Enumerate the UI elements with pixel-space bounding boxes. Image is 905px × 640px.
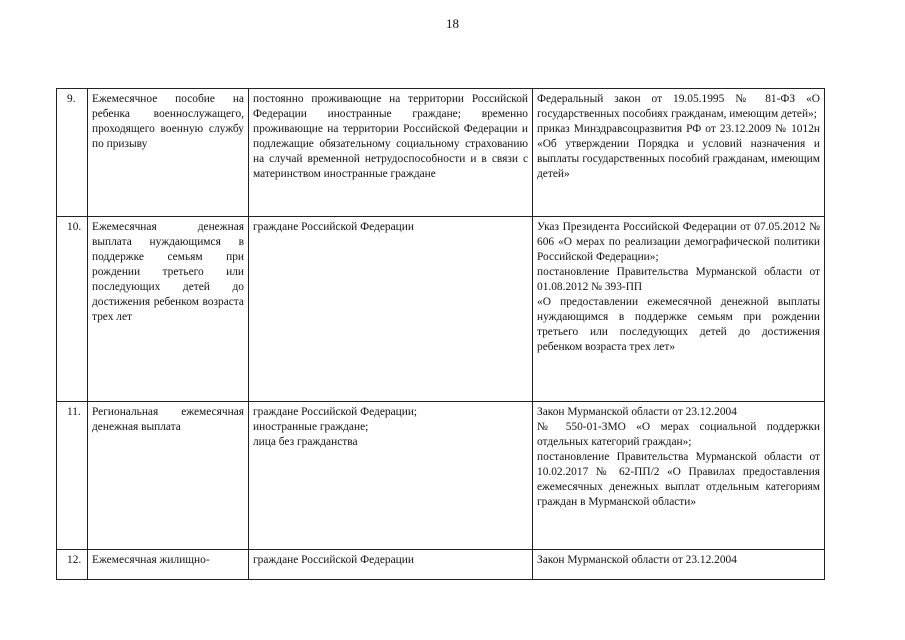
table-row [57, 89, 825, 217]
recipients-cell: граждане Российской Федерации [249, 217, 533, 402]
legal-basis-item: приказ Минздравсоцразвития РФ от 23.12.2009 № 1012н «Об утверждении Порядка и условий назначения и выплаты государственных пособий гражданам, имеющим детей» [537, 123, 820, 180]
benefit-name: Ежемесячное пособие на ребенка военнослужащего, проходящего военную службу по призыву [88, 89, 249, 217]
row-number: 10. [57, 217, 88, 402]
legal-basis-cell [533, 402, 825, 550]
legal-basis-item: Закон Мурманской области от 23.12.2004 [537, 554, 737, 566]
legal-basis-item: постановление Правительства Мурманской области от 10.02.2017 № 62-ПП/2 «О Правилах предоставления ежемесячных денежных выплат отдельным категориям граждан в Мурманской области» [537, 451, 820, 508]
benefit-name: Региональная ежемесячная денежная выплата [88, 402, 249, 550]
row-number: 9. [57, 89, 88, 217]
legal-basis-item: Указ Президента Российской Федерации от 07.05.2012 № 606 «О мерах по реализации демографической политики Российской Федерации»; [537, 221, 820, 263]
legal-basis-item: постановление Правительства Мурманской области от 01.08.2012 № 393-ПП [537, 266, 820, 293]
legal-basis-cell [533, 217, 825, 402]
recipient-item: иностранные граждане; [253, 421, 369, 433]
table-row [57, 402, 825, 550]
table-row [57, 550, 825, 580]
recipient-item: граждане Российской Федерации; [253, 406, 418, 418]
legal-basis-item: «О предоставлении ежемесячной денежной выплаты нуждающимся в поддержке семьям при рождении третьего или последующих детей до достижения ребенком возраста трех лет» [537, 296, 820, 353]
legal-basis-item: Федеральный закон от 19.05.1995 № 81-ФЗ «О государственных пособиях гражданам, имеющим детей»; [537, 93, 820, 120]
recipient-item: лица без гражданства [253, 436, 358, 448]
row-number: 11. [57, 402, 88, 550]
legal-basis-cell [533, 89, 825, 217]
recipients-cell: граждане Российской Федерации [249, 550, 533, 580]
page-number: 18 [446, 16, 459, 31]
legal-basis-item: Закон Мурманской области от 23.12.2004 [537, 406, 737, 418]
table-row [57, 217, 825, 402]
benefit-name: Ежемесячная жилищно- [88, 550, 249, 580]
benefits-table [56, 88, 825, 580]
legal-basis-item: № 550-01-ЗМО «О мерах социальной поддержки отдельных категорий граждан»; [537, 421, 820, 448]
benefit-name: Ежемесячная денежная выплата нуждающимся в поддержке семьям при рождении третьего или последующих детей до достижения ребенком возраста трех лет [88, 217, 249, 402]
recipients-cell: постоянно проживающие на территории Российской Федерации иностранные граждане; временно проживающие на территории Российской Федерации и подлежащие обязательному социальному страхованию на случай временной нетрудоспособности и в связи с материнством иностранные граждане [249, 89, 533, 217]
legal-basis-cell [533, 550, 825, 580]
recipients-cell [249, 402, 533, 550]
row-number: 12. [57, 550, 88, 580]
